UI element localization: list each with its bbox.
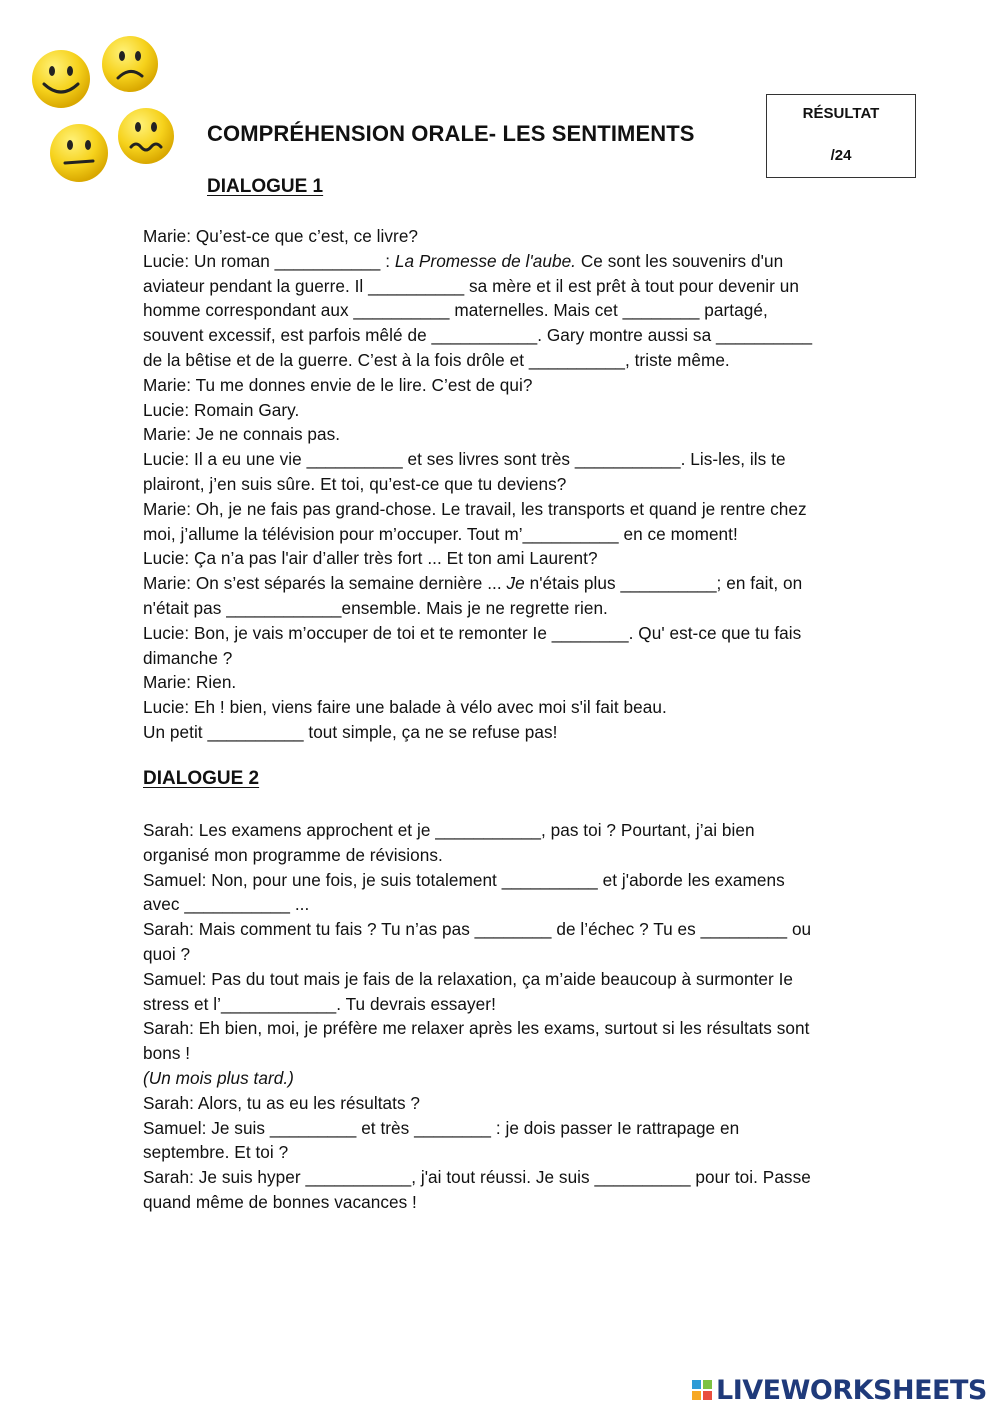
dialogue-line: Lucie: Ça n’a pas l'air d’aller très fort ... Et ton ami Laurent? [143,548,598,569]
dialogue-line: organisé mon programme de révisions. [143,844,443,865]
dialogue-line: Samuel: Je suis _________ et très ________ : je dois passer Ie rattrapage en [143,1117,740,1138]
dialogue-line: Samuel: Pas du tout mais je fais de la relaxation, ça m’aide beaucoup à surmonter Ie [143,968,794,989]
dialogue-line: Marie: Je ne connais pas. [143,424,341,445]
dialogue-line: Marie: Rien. [143,672,237,693]
dialogue-line: septembre. Et toi ? [143,1142,289,1163]
dialogue-line: Lucie: Il a eu une vie __________ et ses livres sont très ___________. Lis-les, ils te [143,449,786,470]
brand-name: LIVEWORKSHEETS [716,1374,987,1406]
result-box [766,94,916,178]
dialogue-line: bons ! [143,1043,191,1064]
line-text: Ce sont les souvenirs d'un [576,250,784,271]
dialogue-line: Sarah: Je suis hyper ___________, j'ai tout réussi. Je suis __________ pour toi. Passe [143,1167,811,1188]
dialogue-1-heading: DIALOGUE 1 [207,176,324,197]
dialogue-line: Marie: Tu me donnes envie de le lire. C’est de qui? [143,374,533,395]
sad-smiley-icon [100,34,160,94]
dialogue-line: Sarah: Les examens approchent et je ___________, pas toi ? Pourtant, j’ai bien [143,820,755,840]
dialogue-line: Sarah: Mais comment tu fais ? Tu n’as pas ________ de l’échec ? Tu es _________ ou [143,919,812,940]
neutral-smiley-icon [48,122,110,184]
dialogue-line [143,249,863,274]
line-text: Marie: On s’est séparés la semaine dernière ... [143,573,507,594]
line-text: Lucie: Un roman ___________ : [143,250,395,271]
dialogue-line: avec ___________ ... [143,894,310,915]
dialogue-line: Marie: Qu’est-ce que c’est, ce livre? [143,226,419,246]
result-label: RÉSULTAT [802,105,880,122]
dialogue-line: stress et l’____________. Tu devrais essayer! [143,993,496,1014]
dialogue-line [143,1066,863,1091]
dialogue-line: Lucie: Bon, je vais m’occuper de toi et te remonter Ie ________. Qu' est-ce que tu fais [143,622,802,643]
dialogue-line: Samuel: Non, pour une fois, je suis totalement __________ et j'aborde les examens [143,869,785,890]
page-title: COMPRÉHENSION ORALE- LES SENTIMENTS [207,121,695,146]
line-text: n'étais plus __________; en fait, on [524,573,803,594]
dialogue-line: plairont, j’en suis sûre. Et toi, qu’est-ce que tu deviens? [143,473,567,494]
dialogue-line: moi, j’allume la télévision pour m’occuper. Tout m’__________ en ce moment! [143,523,738,544]
liveworksheets-logo-icon [692,1380,712,1400]
dialogue-2-text [143,818,863,1215]
dialogue-line: quand même de bonnes vacances ! [143,1191,417,1212]
dialogue-line: de la bêtise et de la guerre. C’est à la fois drôle et __________, triste même. [143,349,730,370]
italic-text: Je [506,573,525,594]
dialogue-2-heading: DIALOGUE 2 [143,768,260,789]
dialogue-line: dimanche ? [143,647,233,668]
italic-text: La Promesse de l'aube. [394,250,576,271]
dialogue-line [143,571,863,596]
dialogue-line: Un petit __________ tout simple, ça ne se refuse pas! [143,721,558,742]
italic-text: (Un mois plus tard.) [143,1067,294,1088]
liveworksheets-logo [692,1374,987,1406]
dialogue-line: Sarah: Eh bien, moi, je préfère me relaxer après les exams, surtout si les résultats sont [143,1018,810,1039]
dialogue-line: aviateur pendant la guerre. Il __________ sa mère et il est prêt à tout pour devenir un [143,275,799,296]
dialogue-line: quoi ? [143,943,191,964]
result-score: /24 [830,147,852,164]
dialogue-1-text [143,224,863,745]
worried-smiley-icon [116,106,176,166]
dialogue-line: Lucie: Romain Gary. [143,399,300,420]
dialogue-line: Sarah: Alors, tu as eu les résultats ? [143,1092,421,1113]
dialogue-line: n'était pas ____________ensemble. Mais je ne regrette rien. [143,597,608,618]
dialogue-line: Lucie: Eh ! bien, viens faire une balade à vélo avec moi s'il fait beau. [143,697,667,718]
dialogue-line: souvent excessif, est parfois mêlé de ___________. Gary montre aussi sa __________ [143,325,813,346]
happy-smiley-icon [30,48,92,110]
dialogue-line: homme correspondant aux __________ maternelles. Mais cet ________ partagé, [143,300,768,321]
dialogue-line: Marie: Oh, je ne fais pas grand-chose. Le travail, les transports et quand je rentre chez [143,498,807,519]
